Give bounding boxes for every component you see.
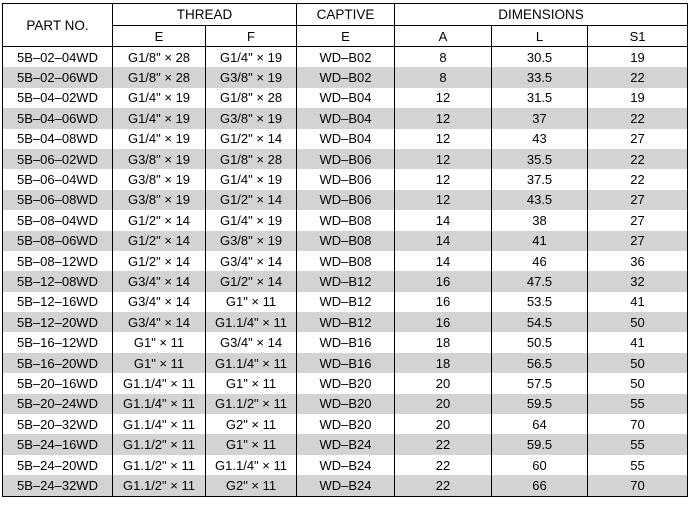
cell-dim-l: 30.5 <box>492 47 588 68</box>
header-thread: THREAD <box>113 4 297 26</box>
cell-dim-l: 35.5 <box>492 149 588 169</box>
cell-dim-s1: 22 <box>588 108 688 128</box>
cell-thread-f: G1.1/4" × 11 <box>206 353 297 373</box>
cell-thread-e: G3/8" × 19 <box>113 169 206 189</box>
cell-captive: WD–B04 <box>297 129 395 149</box>
table-row <box>3 129 688 149</box>
cell-dim-s1: 27 <box>588 231 688 251</box>
cell-thread-e: G3/8" × 19 <box>113 149 206 169</box>
cell-part-no: 5B–24–32WD <box>3 475 113 496</box>
header-dim-l: L <box>492 26 588 47</box>
header-captive: CAPTIVE <box>297 4 395 26</box>
cell-dim-l: 37.5 <box>492 169 588 189</box>
table-row <box>3 108 688 128</box>
cell-thread-f: G1/8" × 28 <box>206 149 297 169</box>
cell-part-no: 5B–12–20WD <box>3 312 113 332</box>
cell-dim-s1: 55 <box>588 455 688 475</box>
cell-part-no: 5B–20–32WD <box>3 414 113 434</box>
cell-thread-e: G3/4" × 14 <box>113 292 206 312</box>
cell-part-no: 5B–16–12WD <box>3 332 113 352</box>
cell-thread-e: G1.1/4" × 11 <box>113 373 206 393</box>
cell-thread-f: G1/2" × 14 <box>206 129 297 149</box>
cell-dim-l: 43.5 <box>492 190 588 210</box>
cell-dim-l: 60 <box>492 455 588 475</box>
cell-dim-a: 16 <box>395 271 492 291</box>
parts-table-container <box>2 3 687 497</box>
cell-captive: WD–B20 <box>297 414 395 434</box>
table-row <box>3 434 688 454</box>
cell-dim-s1: 22 <box>588 67 688 87</box>
cell-dim-a: 22 <box>395 434 492 454</box>
cell-dim-s1: 27 <box>588 190 688 210</box>
cell-dim-s1: 50 <box>588 353 688 373</box>
table-row <box>3 251 688 271</box>
cell-dim-a: 20 <box>395 414 492 434</box>
table-row <box>3 455 688 475</box>
cell-thread-e: G1.1/2" × 11 <box>113 455 206 475</box>
cell-dim-s1: 19 <box>588 47 688 68</box>
table-row <box>3 292 688 312</box>
cell-part-no: 5B–12–08WD <box>3 271 113 291</box>
cell-dim-a: 14 <box>395 231 492 251</box>
cell-thread-e: G3/8" × 19 <box>113 190 206 210</box>
cell-thread-f: G1" × 11 <box>206 373 297 393</box>
cell-part-no: 5B–06–08WD <box>3 190 113 210</box>
cell-dim-s1: 36 <box>588 251 688 271</box>
cell-dim-l: 38 <box>492 210 588 230</box>
cell-part-no: 5B–20–24WD <box>3 394 113 414</box>
table-header <box>3 4 688 47</box>
cell-thread-f: G3/4" × 14 <box>206 251 297 271</box>
cell-dim-s1: 70 <box>588 475 688 496</box>
cell-captive: WD–B04 <box>297 88 395 108</box>
cell-dim-a: 18 <box>395 353 492 373</box>
cell-part-no: 5B–04–08WD <box>3 129 113 149</box>
cell-part-no: 5B–20–16WD <box>3 373 113 393</box>
cell-thread-e: G3/4" × 14 <box>113 271 206 291</box>
table-row <box>3 475 688 496</box>
header-dim-s1: S1 <box>588 26 688 47</box>
cell-thread-e: G1/2" × 14 <box>113 231 206 251</box>
cell-thread-f: G1/4" × 19 <box>206 169 297 189</box>
cell-dim-l: 31.5 <box>492 88 588 108</box>
cell-part-no: 5B–24–16WD <box>3 434 113 454</box>
header-captive-e: E <box>297 26 395 47</box>
cell-dim-l: 53.5 <box>492 292 588 312</box>
cell-dim-a: 8 <box>395 47 492 68</box>
cell-part-no: 5B–16–20WD <box>3 353 113 373</box>
cell-captive: WD–B20 <box>297 394 395 414</box>
cell-captive: WD–B16 <box>297 353 395 373</box>
cell-dim-s1: 22 <box>588 169 688 189</box>
table-row <box>3 332 688 352</box>
cell-thread-e: G1/2" × 14 <box>113 251 206 271</box>
cell-dim-l: 57.5 <box>492 373 588 393</box>
cell-dim-l: 54.5 <box>492 312 588 332</box>
cell-dim-s1: 32 <box>588 271 688 291</box>
cell-captive: WD–B08 <box>297 231 395 251</box>
cell-thread-f: G1/2" × 14 <box>206 190 297 210</box>
cell-captive: WD–B02 <box>297 67 395 87</box>
cell-thread-f: G2" × 11 <box>206 414 297 434</box>
cell-dim-l: 33.5 <box>492 67 588 87</box>
cell-dim-s1: 22 <box>588 149 688 169</box>
cell-captive: WD–B24 <box>297 455 395 475</box>
cell-dim-a: 12 <box>395 149 492 169</box>
cell-thread-f: G1/8" × 28 <box>206 88 297 108</box>
cell-dim-s1: 19 <box>588 88 688 108</box>
cell-dim-l: 66 <box>492 475 588 496</box>
cell-dim-a: 8 <box>395 67 492 87</box>
cell-thread-e: G1/2" × 14 <box>113 210 206 230</box>
cell-thread-f: G1.1/4" × 11 <box>206 312 297 332</box>
cell-dim-l: 37 <box>492 108 588 128</box>
cell-dim-a: 14 <box>395 251 492 271</box>
cell-part-no: 5B–04–02WD <box>3 88 113 108</box>
cell-dim-s1: 27 <box>588 210 688 230</box>
table-row <box>3 414 688 434</box>
cell-dim-s1: 41 <box>588 332 688 352</box>
cell-thread-e: G1.1/2" × 11 <box>113 475 206 496</box>
cell-captive: WD–B08 <box>297 251 395 271</box>
cell-dim-a: 16 <box>395 312 492 332</box>
table-row <box>3 210 688 230</box>
cell-captive: WD–B16 <box>297 332 395 352</box>
cell-thread-e: G1/8" × 28 <box>113 67 206 87</box>
cell-dim-s1: 55 <box>588 394 688 414</box>
cell-thread-e: G1" × 11 <box>113 353 206 373</box>
table-body <box>3 47 688 497</box>
cell-thread-e: G1.1/2" × 11 <box>113 434 206 454</box>
cell-dim-a: 12 <box>395 169 492 189</box>
cell-dim-a: 20 <box>395 394 492 414</box>
cell-captive: WD–B24 <box>297 475 395 496</box>
cell-thread-f: G3/4" × 14 <box>206 332 297 352</box>
cell-dim-l: 64 <box>492 414 588 434</box>
cell-thread-e: G1/4" × 19 <box>113 129 206 149</box>
cell-thread-e: G3/4" × 14 <box>113 312 206 332</box>
cell-part-no: 5B–06–02WD <box>3 149 113 169</box>
table-row <box>3 312 688 332</box>
cell-part-no: 5B–04–06WD <box>3 108 113 128</box>
cell-captive: WD–B08 <box>297 210 395 230</box>
cell-part-no: 5B–12–16WD <box>3 292 113 312</box>
table-row <box>3 88 688 108</box>
cell-part-no: 5B–06–04WD <box>3 169 113 189</box>
cell-thread-f: G1/2" × 14 <box>206 271 297 291</box>
cell-dim-l: 59.5 <box>492 394 588 414</box>
cell-thread-e: G1/4" × 19 <box>113 108 206 128</box>
table-row <box>3 373 688 393</box>
cell-part-no: 5B–08–06WD <box>3 231 113 251</box>
cell-captive: WD–B24 <box>297 434 395 454</box>
cell-dim-s1: 70 <box>588 414 688 434</box>
cell-dim-a: 12 <box>395 88 492 108</box>
cell-captive: WD–B20 <box>297 373 395 393</box>
cell-captive: WD–B12 <box>297 271 395 291</box>
header-thread-f: F <box>206 26 297 47</box>
table-row <box>3 271 688 291</box>
cell-dim-a: 12 <box>395 108 492 128</box>
cell-thread-e: G1/4" × 19 <box>113 88 206 108</box>
cell-captive: WD–B06 <box>297 190 395 210</box>
cell-dim-s1: 41 <box>588 292 688 312</box>
header-dimensions: DIMENSIONS <box>395 4 688 26</box>
cell-part-no: 5B–08–12WD <box>3 251 113 271</box>
cell-dim-a: 14 <box>395 210 492 230</box>
header-dim-a: A <box>395 26 492 47</box>
header-thread-e: E <box>113 26 206 47</box>
cell-thread-f: G2" × 11 <box>206 475 297 496</box>
table-row <box>3 47 688 68</box>
cell-thread-f: G1.1/4" × 11 <box>206 455 297 475</box>
cell-captive: WD–B12 <box>297 312 395 332</box>
cell-thread-f: G1/4" × 19 <box>206 210 297 230</box>
cell-dim-s1: 27 <box>588 129 688 149</box>
cell-dim-l: 47.5 <box>492 271 588 291</box>
cell-captive: WD–B12 <box>297 292 395 312</box>
cell-captive: WD–B04 <box>297 108 395 128</box>
cell-dim-l: 46 <box>492 251 588 271</box>
cell-dim-s1: 55 <box>588 434 688 454</box>
cell-thread-f: G3/8" × 19 <box>206 67 297 87</box>
cell-thread-f: G1.1/2" × 11 <box>206 394 297 414</box>
cell-dim-s1: 50 <box>588 373 688 393</box>
cell-dim-a: 12 <box>395 129 492 149</box>
header-part-no: PART NO. <box>3 4 113 47</box>
cell-dim-a: 12 <box>395 190 492 210</box>
cell-thread-e: G1.1/4" × 11 <box>113 414 206 434</box>
cell-thread-e: G1.1/4" × 11 <box>113 394 206 414</box>
cell-part-no: 5B–02–06WD <box>3 67 113 87</box>
cell-dim-a: 20 <box>395 373 492 393</box>
table-row <box>3 67 688 87</box>
cell-thread-f: G1" × 11 <box>206 292 297 312</box>
cell-dim-l: 41 <box>492 231 588 251</box>
cell-part-no: 5B–02–04WD <box>3 47 113 68</box>
table-row <box>3 394 688 414</box>
cell-thread-f: G3/8" × 19 <box>206 231 297 251</box>
table-row <box>3 190 688 210</box>
table-row <box>3 149 688 169</box>
header-group-row <box>3 4 688 26</box>
cell-part-no: 5B–08–04WD <box>3 210 113 230</box>
cell-part-no: 5B–24–20WD <box>3 455 113 475</box>
table-row <box>3 169 688 189</box>
cell-dim-l: 59.5 <box>492 434 588 454</box>
cell-thread-e: G1/8" × 28 <box>113 47 206 68</box>
parts-table <box>2 3 688 497</box>
cell-captive: WD–B06 <box>297 149 395 169</box>
cell-dim-l: 56.5 <box>492 353 588 373</box>
cell-captive: WD–B06 <box>297 169 395 189</box>
cell-thread-e: G1" × 11 <box>113 332 206 352</box>
cell-dim-a: 22 <box>395 455 492 475</box>
cell-dim-a: 18 <box>395 332 492 352</box>
cell-dim-s1: 50 <box>588 312 688 332</box>
cell-dim-l: 43 <box>492 129 588 149</box>
cell-dim-a: 22 <box>395 475 492 496</box>
cell-captive: WD–B02 <box>297 47 395 68</box>
table-row <box>3 353 688 373</box>
cell-thread-f: G1" × 11 <box>206 434 297 454</box>
cell-dim-l: 50.5 <box>492 332 588 352</box>
cell-thread-f: G3/8" × 19 <box>206 108 297 128</box>
table-row <box>3 231 688 251</box>
cell-dim-a: 16 <box>395 292 492 312</box>
cell-thread-f: G1/4" × 19 <box>206 47 297 68</box>
